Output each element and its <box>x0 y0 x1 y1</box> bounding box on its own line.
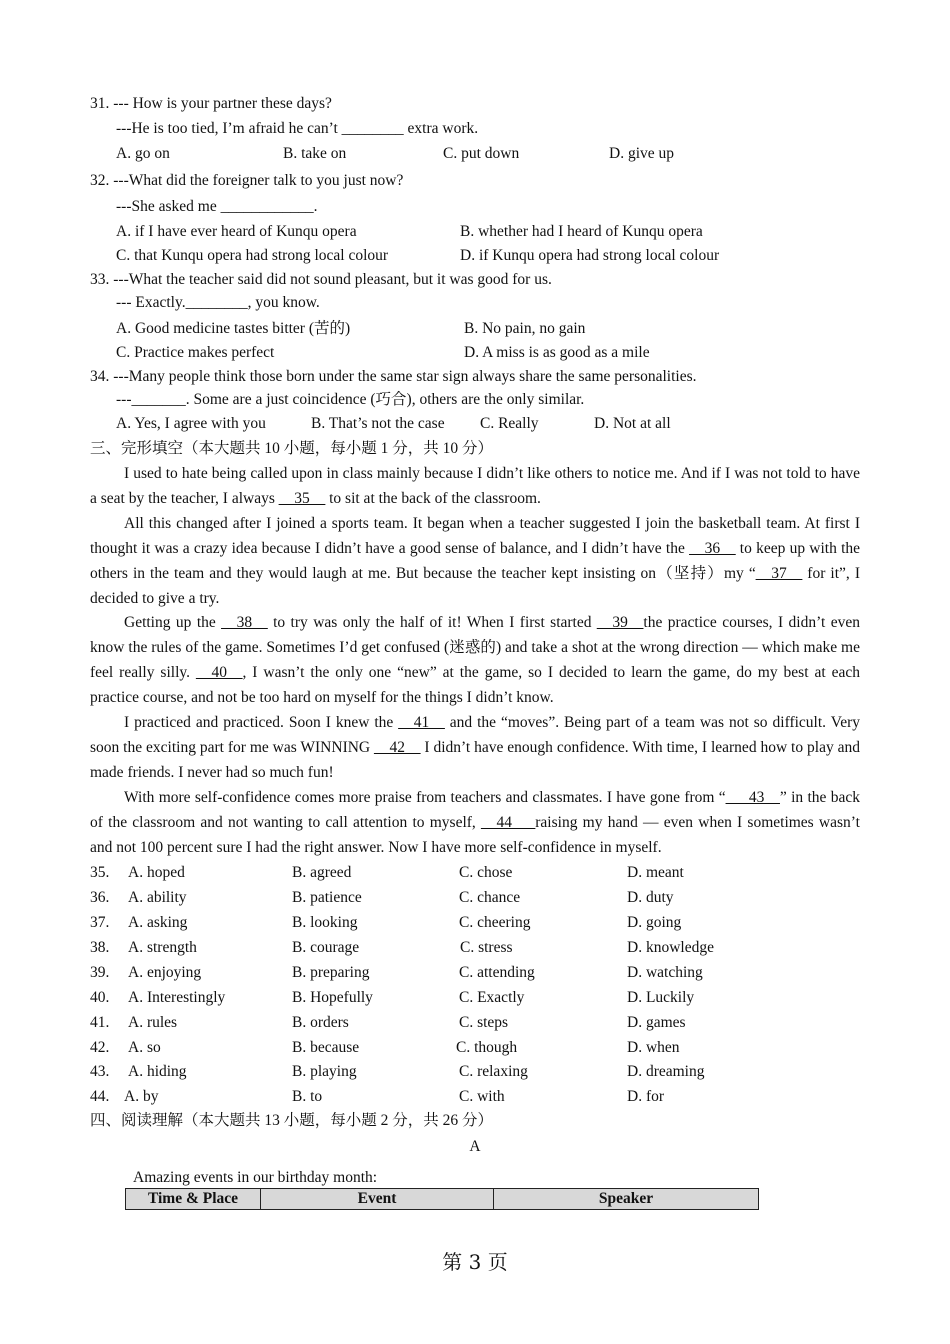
passage-text: I used to hate being called upon in class mainly because I didn’t like others to notice me. And if I was not told to have a seat by the teacher, I always <box>90 465 860 507</box>
option-a: A. asking <box>128 914 188 931</box>
events-table-header <box>126 1189 759 1210</box>
blank-39: __39__ <box>596 614 644 632</box>
option-d: D. meant <box>627 864 684 881</box>
passage-paragraph-2 <box>90 512 860 612</box>
passage-text: to sit at the back of the classroom. <box>325 489 541 507</box>
passage-text: , I wasn’t the only one “new” at the game, so I decided to learn the game, do my best at each practice course, and not be too hard on myself for the things I didn’t know. <box>90 664 860 707</box>
option-d: D. when <box>627 1039 680 1056</box>
column-header-time-place: Time & Place <box>126 1189 261 1210</box>
question-34-option-c: C. Really <box>480 415 539 432</box>
question-34-line2: ---_______. Some are a just coincidence (巧合), others are the only similar. <box>116 391 585 408</box>
option-b: B. agreed <box>292 864 352 881</box>
question-33-option-a: A. Good medicine tastes bitter (苦的) <box>116 320 351 337</box>
option-a: A. rules <box>128 1014 178 1031</box>
blank-35: __35__ <box>278 489 326 507</box>
events-caption: Amazing events in our birthday month: <box>133 1169 378 1186</box>
option-a: A. so <box>128 1039 161 1056</box>
option-row-number: 36. <box>90 889 110 906</box>
passage-paragraph-3 <box>90 611 860 711</box>
passage-text: ” in the back of the classroom and not wanting to call attention to myself, <box>90 788 860 831</box>
question-32-option-b: B. whether had I heard of Kunqu opera <box>460 223 703 240</box>
option-c: C. cheering <box>459 914 531 931</box>
option-a: A. hiding <box>128 1063 187 1080</box>
question-31-option-a: A. go on <box>116 145 170 162</box>
passage-text: With more self-confidence comes more praise from teachers and classmates. I have gone from “ <box>124 788 726 806</box>
option-b: B. preparing <box>292 964 370 981</box>
passage-text: I didn’t have enough confidence. With time, I learned how to play and made friends. I never had so much fun! <box>90 738 860 781</box>
option-c: C. steps <box>459 1014 509 1031</box>
option-a: A. Interestingly <box>128 989 226 1006</box>
option-b: B. looking <box>292 914 358 931</box>
passage-text: to try was only the half of it! When I first started <box>267 614 597 632</box>
passage-text: Getting up the <box>124 614 222 632</box>
passage-a-label: A <box>469 1138 481 1155</box>
column-header-speaker: Speaker <box>494 1189 759 1210</box>
option-d: D. Luckily <box>627 989 695 1006</box>
question-33-line2: --- Exactly.________, you know. <box>116 294 320 311</box>
option-row-number: 44. <box>90 1088 110 1105</box>
option-c: C. with <box>459 1088 505 1105</box>
option-c: C. stress <box>460 939 513 956</box>
section-4-heading: 四、阅读理解（本大题共 13 小题，每小题 2 分，共 26 分） <box>90 1112 494 1129</box>
question-33-stem: 33. ---What the teacher said did not sound pleasant, but it was good for us. <box>90 271 552 288</box>
question-31-stem: 31. --- How is your partner these days? <box>90 95 332 112</box>
blank-38: __38__ <box>221 614 268 632</box>
option-row-number: 38. <box>90 939 110 956</box>
option-row-number: 42. <box>90 1039 110 1056</box>
question-31-line2: ---He is too tied, I’m afraid he can’t ________ extra work. <box>116 120 479 137</box>
question-33-option-c: C. Practice makes perfect <box>116 344 275 361</box>
passage-paragraph-4 <box>90 711 860 786</box>
question-32-option-a: A. if I have ever heard of Kunqu opera <box>116 223 357 240</box>
option-b: B. because <box>292 1039 360 1056</box>
option-d: D. watching <box>627 964 703 981</box>
option-b: B. courage <box>292 939 360 956</box>
passage-text: raising my hand — even when I sometimes wasn’t and not 100 percent sure I had the right answer. Now I have more self-confidence in myself. <box>90 813 860 856</box>
option-c: C. though <box>456 1039 518 1056</box>
question-31-option-d: D. give up <box>609 145 675 162</box>
blank-44: __44___ <box>481 813 536 831</box>
question-34-stem: 34. ---Many people think those born under the same star sign always share the same personalities. <box>90 368 697 385</box>
blank-40: __40__ <box>195 664 243 682</box>
question-31-option-c: C. put down <box>443 145 520 162</box>
option-row-number: 39. <box>90 964 110 981</box>
question-34-option-a: A. Yes, I agree with you <box>116 415 266 432</box>
section-3-heading: 三、完形填空（本大题共 10 小题，每小题 1 分，共 10 分） <box>90 440 494 457</box>
passage-paragraph-5 <box>90 786 860 861</box>
question-32-option-c: C. that Kunqu opera had strong local colour <box>116 247 389 264</box>
option-a: A. strength <box>128 939 197 956</box>
option-c: C. chance <box>459 889 521 906</box>
option-b: B. Hopefully <box>292 989 373 1006</box>
option-a: A. hoped <box>128 864 185 881</box>
option-row-number: 35. <box>90 864 110 881</box>
question-33-option-b: B. No pain, no gain <box>464 320 586 337</box>
passage-text: the practice courses, I didn’t even know the rules of the game. Sometimes I’d get confused (迷惑的) and take a shot at the wrong direction — which make me feel really silly. <box>90 614 860 682</box>
blank-41: __41__ <box>398 714 445 732</box>
blank-36: __36__ <box>689 539 736 557</box>
option-a: A. enjoying <box>128 964 202 981</box>
option-b: B. orders <box>292 1014 349 1031</box>
question-34-option-b: B. That’s not the case <box>311 415 445 432</box>
option-c: C. relaxing <box>459 1063 528 1080</box>
passage-text: and the “moves”. Being part of a team was not so difficult. Very soon the exciting part for me was WINNING <box>90 714 860 756</box>
question-32-option-d: D. if Kunqu opera had strong local colour <box>460 247 720 264</box>
option-c: C. chose <box>459 864 513 881</box>
blank-42: __42__ <box>374 738 421 756</box>
option-d: D. going <box>627 914 682 931</box>
question-32-stem: 32. ---What did the foreigner talk to you just now? <box>90 172 404 189</box>
option-b: B. playing <box>292 1063 357 1080</box>
question-32-line2: ---She asked me ____________. <box>116 198 318 215</box>
option-c: C. attending <box>459 964 535 981</box>
option-b: B. patience <box>292 889 362 906</box>
passage-text: to keep up with the others in the team and they would laugh at me. But because the teacher kept insisting on（坚持）my “ <box>90 539 861 582</box>
option-d: D. duty <box>627 889 674 906</box>
passage-text: All this changed after I joined a sports team. It began when a teacher suggested I join the basketball team. At first I thought it was a crazy idea because I didn’t have a good sense of balance, and I didn’t have the <box>90 514 860 557</box>
option-b: B. to <box>292 1088 323 1105</box>
passage-text: for it”, I decided to give a try. <box>90 564 860 607</box>
option-a: A. ability <box>128 889 187 906</box>
option-c: C. Exactly <box>459 989 525 1006</box>
option-d: D. dreaming <box>627 1063 705 1080</box>
question-31-option-b: B. take on <box>283 145 347 162</box>
question-34-option-d: D. Not at all <box>594 415 671 432</box>
passage-text: I practiced and practiced. Soon I knew the <box>124 714 399 732</box>
option-row-number: 43. <box>90 1063 110 1080</box>
option-row-number: 41. <box>90 1014 110 1031</box>
option-row-number: 40. <box>90 989 110 1006</box>
option-a: A. by <box>124 1088 159 1105</box>
column-header-event: Event <box>261 1189 494 1210</box>
passage-paragraph-1 <box>90 462 860 512</box>
option-d: D. games <box>627 1014 686 1031</box>
option-row-number: 37. <box>90 914 110 931</box>
events-table <box>125 1188 759 1210</box>
cloze-passage <box>90 462 860 861</box>
blank-37: __37__ <box>755 564 803 582</box>
option-d: D. for <box>627 1088 665 1105</box>
option-d: D. knowledge <box>627 939 714 956</box>
page-number: 第 3 页 <box>442 1250 508 1274</box>
question-33-option-d: D. A miss is as good as a mile <box>464 344 650 361</box>
blank-43: ___43__ <box>725 788 780 806</box>
